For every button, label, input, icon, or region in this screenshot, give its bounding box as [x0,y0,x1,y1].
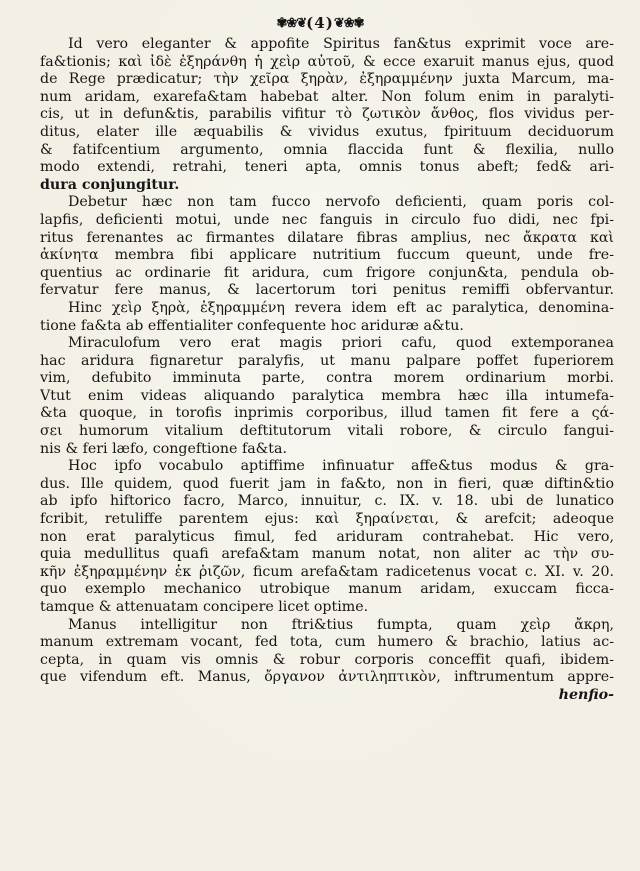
text-line: lapfis, deficienti motui, unde nec fanguis in circulo fuo didi, nec fpi- [40,211,614,228]
text-line: ἀκίνητα membra fibi applicare nutritium fuccum queunt, unde fre- [40,247,614,264]
text-line: Debetur hæc non tam fucco nervofo deficienti, quam poris col- [68,194,614,211]
text-line: ditus, elater ille æquabilis & vividus exutus, fpirituum deciduorum [40,123,614,140]
page-number: (4) [306,14,334,32]
text-line: Miraculofum vero erat magis priori cafu, quod extemporanea [68,335,614,352]
page-header [0,14,640,33]
text-line: fa&tionis; καὶ ἰδὲ ἐξηράνθη ἡ χεὶρ αὐτοῦ, & ecce exaruit manus ejus, quod [40,53,614,70]
text-line: cis, ut in defun&tis, parabilis vifitur τὸ ζωτικὸν ἄνθος, flos vividus per- [40,106,614,123]
text-line: de Rege prædicatur; τὴν χεῖρα ξηρὰν, ἐξηραμμένην juxta Marcum, ma- [40,71,614,88]
text-line: cepta, in quam vis omnis & robur corporis conceffit quafi, ibidem- [40,651,614,668]
text-line: & fatifcentium argumento, omnia flaccida funt & flexilia, nullo [40,141,614,158]
text-line: fervatur fere manus, & lacertorum tori penitus remiffi obfervantur. [40,282,614,299]
text-line: κῆν ἐξηραμμένην ἐκ ῥιζῶν, ficum arefa&tam radicetenus vocat c. XI. v. 20. [40,563,614,580]
text-line: &ta quoque, in torofis inprimis corporibus, illud tamen fit fere a ςά- [40,405,614,422]
text-line: hac aridura fignaretur paralyfis, ut manu palpare poffet fuperiorem [40,352,614,369]
text-line: quia medullitus quafi arefa&tam manum notat, non aliter ac τὴν συ- [40,546,614,563]
text-line: modo extendi, retrahi, teneri apta, omnis tonus abeft; fed& ari- [40,159,614,176]
text-line: que vifendum eft. Manus, ὄργανον ἀντιληπτικὸν, inftrumentum appre- [40,669,614,686]
text-line: vim, defubito imminuta parte, contra morem ordinarium morbi. [40,370,614,387]
body-text [40,36,614,705]
header-ornament-left: ✾❀❦ [276,16,307,31]
text-line: nis & feri læfo, congeftione fa&ta. [40,440,287,457]
text-line: fcribit, retuliffe parentem ejus: καὶ ξηραίνεται, & arefcit; adeoque [40,511,614,528]
header-ornament-right: ❦❀✾ [333,16,364,31]
catchword: henfio- [558,686,614,703]
text-line: ritus ferenantes ac firmantes dilatare fibras amplius, nec ἄκρατα καὶ [40,229,614,246]
text-line: num aridam, exarefa&tam habebat alter. Non folum enim in paralyti- [40,88,614,105]
text-line: dura conjungitur. [40,176,180,193]
text-line: non erat paralyticus fimul, fed ariduram contrahebat. Hic vero, [40,528,614,545]
text-line: Vtut enim videas aliquando paralytica membra hæc illa intumefa- [40,387,614,404]
text-line: Hoc ipfo vocabulo aptiffime infinuatur affe&tus modus & gra- [68,458,614,475]
text-line: Manus intelligitur non ftri&tius fumpta, quam χεὶρ ἄκρη, [68,616,614,633]
text-line: tamque & attenuatam concipere licet optime. [40,599,369,615]
text-line: Hinc χεὶρ ξηρὰ, ἐξηραμμένη revera idem eft ac paralytica, denomina- [68,299,614,316]
text-line: Id vero eleganter & appofite Spiritus fan&tus exprimit voce are- [68,36,614,52]
text-line: ab ipfo hiftorico facro, Marco, innuitur, c. IX. v. 18. ubi de lunatico [40,493,614,510]
text-line: dus. Ille quidem, quod fuerit jam in fa&to, non in fieri, quæ diftin&tio [40,475,614,492]
text-line: quo exemplo mechanico utrobique manum aridam, exuccam ficca- [40,581,614,598]
text-line: quentius ac ordinarie fit aridura, cum frigore conjun&ta, pendula ob- [40,264,614,281]
text-line: manum extremam vocant, fed tota, cum humero & brachio, latius ac- [40,634,614,651]
text-line: σει humorum vitalium deftitutorum vitali robore, & circulo fangui- [40,423,614,440]
text-line: tione fa&ta ab effentialiter confequente hoc ariduræ a&tu. [40,317,464,334]
